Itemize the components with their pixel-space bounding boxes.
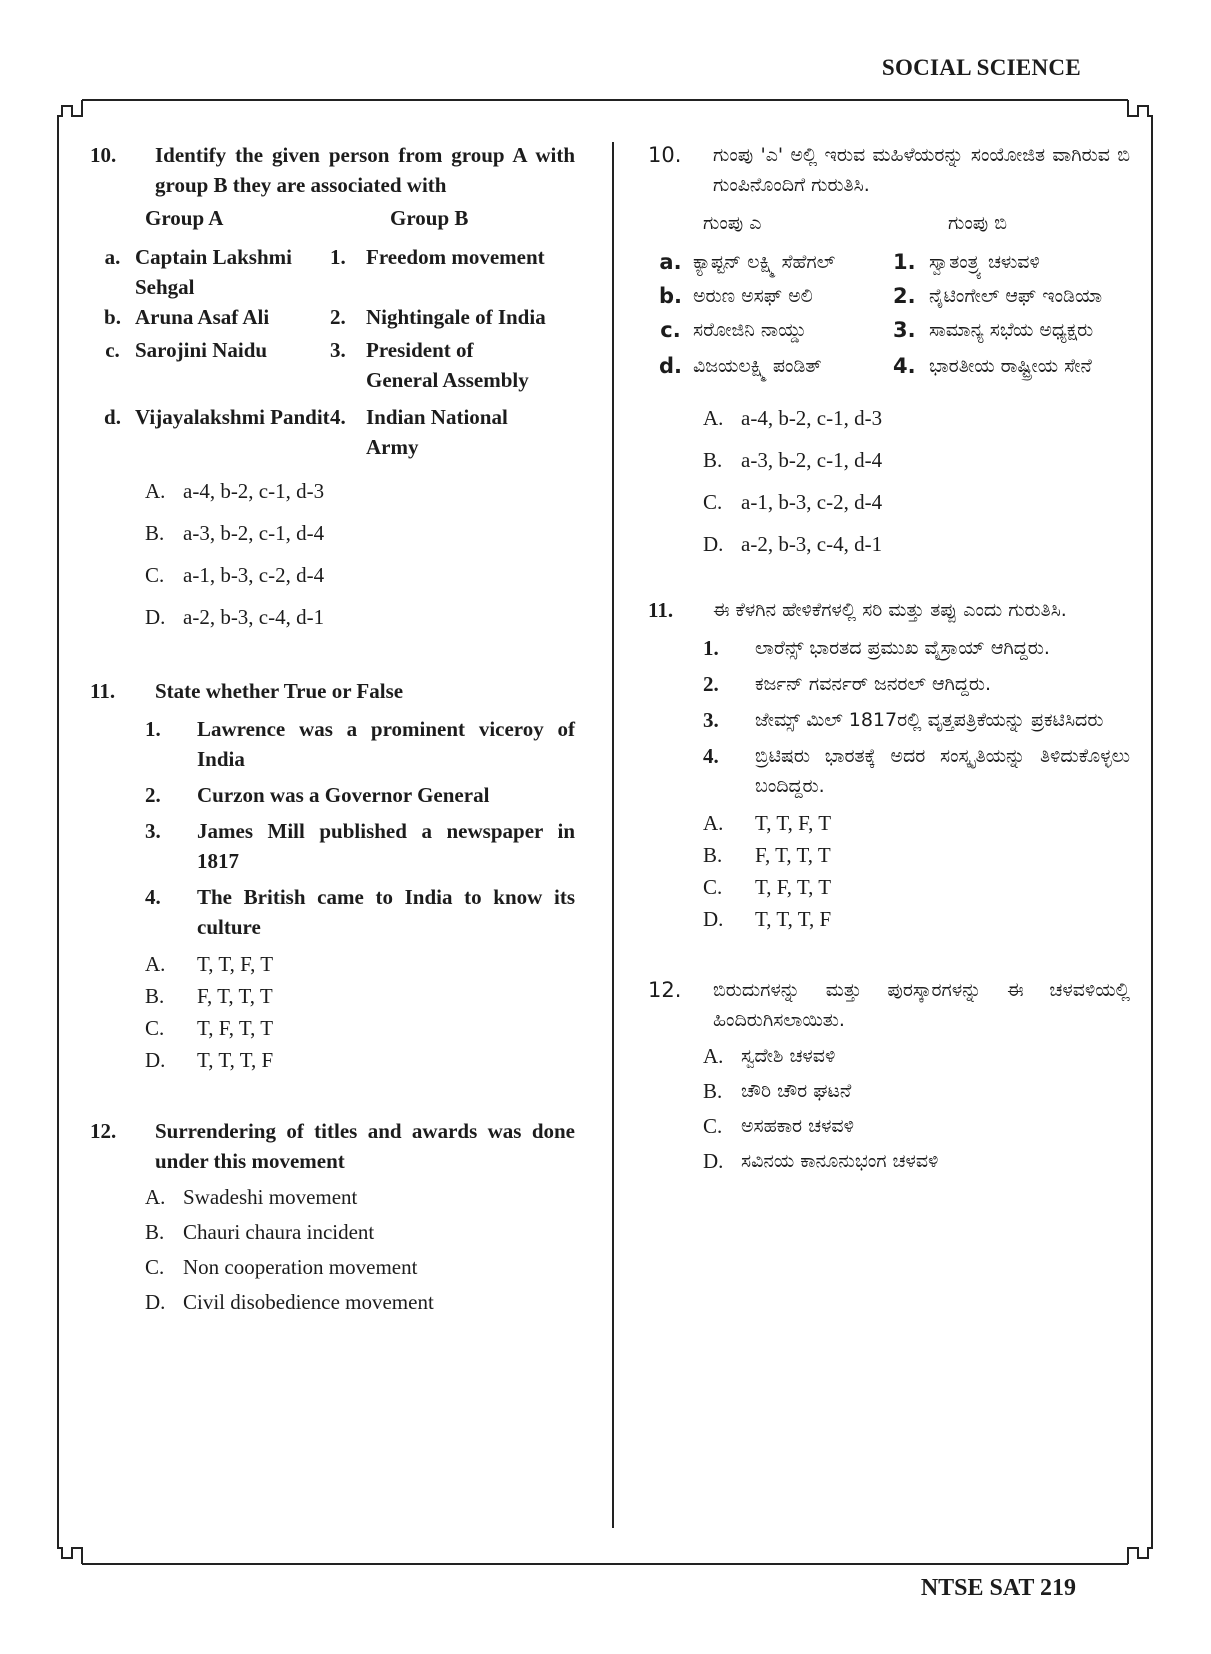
options-list [703, 807, 1130, 935]
question-number: 11. [648, 598, 674, 622]
option-label: D. [145, 1290, 166, 1314]
question-12 [90, 1116, 575, 1320]
option-label: D. [703, 907, 724, 931]
english-column [90, 140, 575, 1320]
option-label: B. [703, 843, 723, 867]
row-letter: b. [658, 284, 682, 308]
group-a-label: Group A [145, 206, 224, 230]
question-10 [90, 140, 575, 638]
question-text: ಗುಂಪು 'ಎ' ಅಲ್ಲಿ ಇರುವ ಮಹಿಳೆಯರನ್ನು ಸಂಯೋಜಿತ ವಾಗಿರುವ ಬಿ ಗುಂಪಿನೊಂದಿಗೆ ಗುರುತಿಸಿ. [713, 144, 1130, 196]
statements-list [145, 714, 575, 942]
statement [145, 816, 575, 876]
statement [703, 741, 1130, 801]
options-list [703, 1039, 1130, 1179]
statement-text: ಕರ್ಜನ್ ಗವರ್ನರ್ ಜನರಲ್ ಆಗಿದ್ದರು. [755, 673, 992, 695]
match-row [648, 351, 1130, 381]
option-text: T, T, T, F [755, 907, 832, 931]
statement [703, 705, 1130, 735]
option-a[interactable] [145, 948, 575, 980]
options-list [145, 470, 575, 638]
group-a-item: Aruna Asaf Ali [135, 305, 270, 329]
statement-number: 4. [703, 744, 719, 768]
option-b[interactable] [145, 1215, 575, 1250]
question-11 [90, 676, 575, 1076]
match-row [648, 247, 1130, 277]
option-label: B. [703, 448, 723, 472]
option-label: C. [703, 490, 723, 514]
option-label: B. [145, 1220, 165, 1244]
statement-number: 1. [145, 717, 161, 741]
option-text: T, T, T, F [197, 1048, 274, 1072]
group-a-item: Sarojini Naidu [135, 338, 268, 362]
option-text: ಸ್ವದೇಶಿ ಚಳವಳಿ [741, 1045, 836, 1067]
option-label: A. [145, 479, 166, 503]
match-row [648, 315, 1130, 345]
group-headers [90, 203, 575, 233]
question-text: Identify the given person from group A with group B they are associated with [155, 143, 575, 197]
group-b-label: ಗುಂಪು ಬಿ [948, 212, 1008, 234]
option-d[interactable] [703, 1144, 1130, 1179]
option-d[interactable] [145, 596, 575, 638]
option-label: A. [145, 1185, 166, 1209]
options-list [145, 1180, 575, 1320]
row-number: 4. [893, 354, 916, 378]
statement-text: ಲಾರೆನ್ಸ್ ಭಾರತದ ಪ್ರಮುಖ ವೈಸ್ರಾಯ್ ಆಗಿದ್ದರು. [755, 637, 1050, 659]
option-label: C. [145, 1255, 165, 1279]
statement [145, 714, 575, 774]
match-row [648, 281, 1130, 311]
option-label: D. [145, 605, 166, 629]
match-row [90, 242, 575, 302]
option-c[interactable] [145, 554, 575, 596]
row-number: 3. [893, 318, 916, 342]
statement-number: 2. [145, 783, 161, 807]
option-a[interactable] [145, 1180, 575, 1215]
question-number: 11. [90, 679, 116, 703]
row-letter: c. [660, 318, 681, 342]
option-text: ಅಸಹಕಾರ ಚಳವಳಿ [741, 1115, 854, 1137]
option-text: a-1, b-3, c-2, d-4 [183, 563, 325, 587]
group-a-item: ವಿಜಯಲಕ್ಷ್ಮಿ ಪಂಡಿತ್ [693, 355, 822, 377]
option-label: D. [703, 532, 724, 556]
question-text: ಬಿರುದುಗಳನ್ನು ಮತ್ತು ಪುರಸ್ಕಾರಗಳನ್ನು ಈ ಚಳವಳಿಯಲ್ಲಿ ಹಿಂದಿರುಗಿಸಲಾಯಿತು. [713, 979, 1130, 1031]
statement [145, 780, 575, 810]
row-letter: a. [659, 250, 682, 274]
row-number: 2. [330, 305, 346, 329]
option-text: T, T, F, T [197, 952, 274, 976]
option-label: A. [703, 1044, 724, 1068]
match-row [90, 302, 575, 332]
statement-number: 4. [145, 885, 161, 909]
option-label: A. [703, 811, 724, 835]
option-b[interactable] [703, 839, 1130, 871]
option-label: B. [145, 984, 165, 1008]
statement-number: 1. [703, 636, 719, 660]
option-text: a-2, b-3, c-4, d-1 [741, 532, 883, 556]
row-number: 1. [893, 250, 916, 274]
row-number: 4. [330, 405, 346, 429]
row-letter: d. [104, 405, 121, 429]
row-number: 2. [893, 284, 916, 308]
option-c[interactable] [145, 1012, 575, 1044]
kannada-column [648, 140, 1130, 1179]
page-footer-label: NTSE SAT 219 [920, 1575, 1076, 1601]
option-a[interactable] [145, 470, 575, 512]
row-letter: d. [658, 354, 682, 378]
group-b-item: Freedom movement [366, 245, 545, 269]
statement [145, 882, 575, 942]
option-b[interactable] [703, 439, 1130, 481]
option-a[interactable] [703, 807, 1130, 839]
group-a-item: Captain Lakshmi Sehgal [135, 245, 292, 299]
row-letter: a. [104, 245, 121, 269]
option-c[interactable] [703, 481, 1130, 523]
option-label: C. [703, 1114, 723, 1138]
option-text: Chauri chaura incident [183, 1220, 375, 1244]
option-text: T, T, F, T [755, 811, 832, 835]
group-a-item: ಅರುಣ ಅಸಫ್ ಅಲಿ [693, 285, 813, 307]
group-a-item: Vijayalakshmi Pandit [135, 405, 330, 429]
statement-number: 3. [703, 708, 719, 732]
option-label: A. [145, 952, 166, 976]
option-d[interactable] [703, 523, 1130, 565]
option-text: a-4, b-2, c-1, d-3 [741, 406, 883, 430]
group-b-item: Indian National Army [366, 405, 508, 459]
group-a-label: ಗುಂಪು ಎ [703, 212, 762, 234]
row-number: 1. [330, 245, 346, 269]
group-a-item: ಕ್ಯಾಪ್ಟನ್ ಲಕ್ಷ್ಮಿ ಸೆಹೆಗಲ್ [693, 251, 836, 273]
group-a-item: ಸರೋಜಿನಿ ನಾಯ್ಡು [693, 319, 807, 341]
group-b-item: Nightingale of India [366, 305, 546, 329]
option-d[interactable] [145, 1044, 575, 1076]
option-text: a-1, b-3, c-2, d-4 [741, 490, 883, 514]
option-d[interactable] [145, 1285, 575, 1320]
statement-text: The British came to India to know its culture [197, 885, 575, 939]
option-b[interactable] [145, 980, 575, 1012]
option-label: A. [703, 406, 724, 430]
question-number: 12. [90, 1119, 117, 1143]
options-list [145, 948, 575, 1076]
statement-text: ಜೇಮ್ಸ್ ಮಿಲ್ 1817ರಲ್ಲಿ ವೃತ್ತಪತ್ರಿಕೆಯನ್ನು ಪ್ರಕಟಿಸಿದರು [755, 709, 1104, 731]
option-text: T, F, T, T [197, 1016, 274, 1040]
option-b[interactable] [703, 1074, 1130, 1109]
statement [703, 633, 1130, 663]
option-label: D. [145, 1048, 166, 1072]
option-text: a-3, b-2, c-1, d-4 [183, 521, 325, 545]
option-c[interactable] [703, 1109, 1130, 1144]
statement-number: 3. [145, 819, 161, 843]
statement-text: James Mill published a newspaper in 1817 [197, 819, 575, 873]
option-label: D. [703, 1149, 724, 1173]
option-label: C. [145, 1016, 165, 1040]
option-text: a-4, b-2, c-1, d-3 [183, 479, 325, 503]
option-text: Swadeshi movement [183, 1185, 358, 1209]
group-b-item: ನೈಟಿಂಗೇಲ್ ಆಫ್ ಇಂಡಿಯಾ [929, 285, 1103, 307]
option-b[interactable] [145, 512, 575, 554]
option-label: B. [703, 1079, 723, 1103]
option-c[interactable] [145, 1250, 575, 1285]
question-10 [648, 140, 1130, 565]
group-b-item: President of General Assembly [366, 338, 529, 392]
option-a[interactable] [703, 397, 1130, 439]
question-number: 10. [648, 143, 682, 167]
option-text: Civil disobedience movement [183, 1290, 434, 1314]
option-d[interactable] [703, 903, 1130, 935]
options-list [703, 397, 1130, 565]
option-text: F, T, T, T [755, 843, 831, 867]
question-11 [648, 595, 1130, 935]
page-header-subject: SOCIAL SCIENCE [881, 55, 1081, 80]
question-number: 12. [648, 978, 682, 1002]
group-headers [648, 208, 1130, 238]
option-label: C. [145, 563, 165, 587]
option-text: Non cooperation movement [183, 1255, 418, 1279]
row-letter: b. [104, 305, 121, 329]
statement-text: ಬ್ರಿಟಿಷರು ಭಾರತಕ್ಕೆ ಅದರ ಸಂಸ್ಕೃತಿಯನ್ನು ತಿಳಿದುಕೊಳ್ಳಲು ಬಂದಿದ್ದರು. [755, 745, 1130, 797]
option-text: ಚೌರಿ ಚೌರ ಘಟನೆ [741, 1080, 852, 1102]
statement-number: 2. [703, 672, 719, 696]
statement-text: Lawrence was a prominent viceroy of India [197, 717, 575, 771]
statement-text: Curzon was a Governor General [197, 783, 490, 807]
option-text: a-2, b-3, c-4, d-1 [183, 605, 325, 629]
option-text: F, T, T, T [197, 984, 273, 1008]
question-12 [648, 975, 1130, 1179]
group-b-label: Group B [390, 206, 469, 230]
option-a[interactable] [703, 1039, 1130, 1074]
group-b-item: ಭಾರತೀಯ ರಾಷ್ಟ್ರೀಯ ಸೇನೆ [929, 355, 1092, 377]
option-label: C. [703, 875, 723, 899]
option-label: B. [145, 521, 165, 545]
row-letter: c. [105, 338, 120, 362]
group-b-item: ಸಾಮಾನ್ಯ ಸಭೆಯ ಅಧ್ಯಕ್ಷರು [929, 319, 1094, 341]
question-number: 10. [90, 143, 117, 167]
option-text: T, F, T, T [755, 875, 832, 899]
option-c[interactable] [703, 871, 1130, 903]
match-row [90, 335, 575, 395]
question-text: ಈ ಕೆಳಗಿನ ಹೇಳಿಕೆಗಳಲ್ಲಿ ಸರಿ ಮತ್ತು ತಪ್ಪು ಎಂದು ಗುರುತಿಸಿ. [713, 599, 1067, 621]
question-text: Surrendering of titles and awards was done under this movement [155, 1119, 575, 1173]
row-number: 3. [330, 338, 346, 362]
option-text: a-3, b-2, c-1, d-4 [741, 448, 883, 472]
match-row [90, 402, 575, 462]
statement [703, 669, 1130, 699]
option-text: ಸವಿನಯ ಕಾನೂನುಭಂಗ ಚಳವಳಿ [741, 1150, 939, 1172]
group-b-item: ಸ್ವಾತಂತ್ರ್ಯ ಚಳುವಳಿ [929, 251, 1040, 273]
statements-list [703, 633, 1130, 801]
question-text: State whether True or False [155, 679, 404, 703]
column-divider [612, 142, 614, 1528]
